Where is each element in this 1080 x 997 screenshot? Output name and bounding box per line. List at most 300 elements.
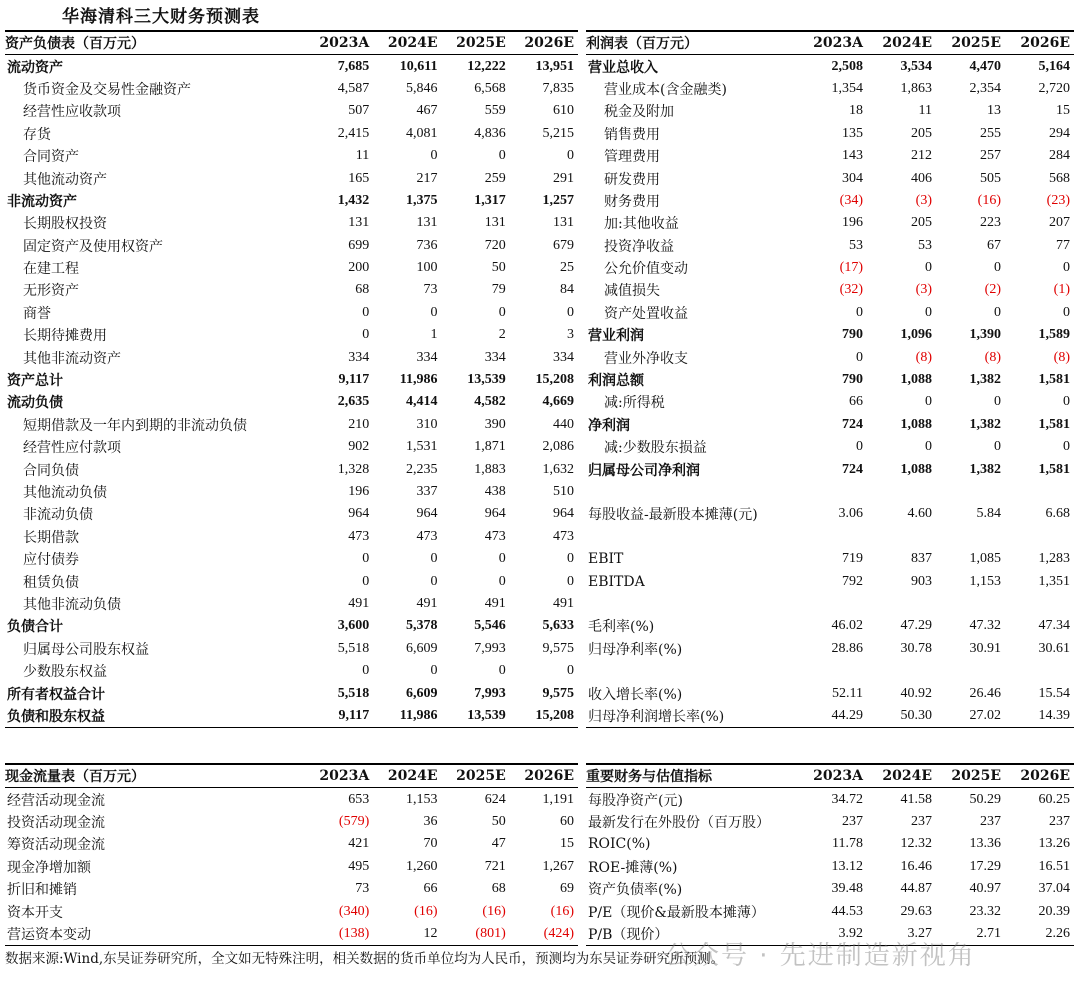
cell-value: 964	[553, 506, 574, 522]
row-label: 资本开支	[7, 904, 63, 921]
cell-value: (34)	[839, 192, 863, 208]
cell-value: 724	[842, 416, 863, 432]
cell-value: 0	[925, 304, 932, 320]
cell-value: (23)	[1046, 192, 1070, 208]
cell-value: 491	[416, 595, 438, 611]
cell-value: 1,382	[969, 461, 1001, 477]
cell-value: 5,215	[542, 125, 574, 141]
cell-value: 40.92	[900, 685, 932, 701]
cell-value: 44.53	[831, 903, 863, 919]
cell-value: 467	[416, 103, 438, 119]
cell-value: 237	[980, 813, 1001, 829]
cell-value	[936, 660, 1005, 682]
cell-value: 0	[1063, 439, 1070, 455]
row-label: 非流动资产	[7, 193, 77, 210]
cell-value: 0	[362, 663, 370, 679]
row-label: P/E（现价&最新股本摊薄）	[588, 904, 765, 921]
row-label: 负债合计	[7, 619, 63, 636]
row-label: 减:所得税	[604, 395, 665, 412]
cell-value: 9,575	[542, 685, 574, 701]
cell-value: 792	[842, 573, 863, 589]
cell-value: 624	[484, 791, 506, 807]
cell-value	[1005, 593, 1074, 615]
cell-value: 1,088	[900, 461, 932, 477]
cell-value: 1,581	[1038, 372, 1070, 388]
cell-value: 507	[348, 103, 370, 119]
row-label: 营业外净收支	[604, 350, 688, 367]
table-row	[586, 100, 1074, 122]
cell-value: 29.63	[900, 903, 932, 919]
cell-value: 210	[348, 416, 370, 432]
cell-value	[798, 593, 867, 615]
cell-value: 11	[918, 103, 932, 119]
row-label: 投资活动现金流	[7, 814, 105, 831]
table-row	[586, 526, 1074, 548]
cell-value: 337	[416, 484, 438, 499]
cell-value: 39.48	[831, 881, 863, 897]
table-row	[5, 682, 578, 704]
cell-value: 0	[362, 573, 370, 589]
column-header: 2025E	[442, 764, 510, 788]
row-label: 营业总收入	[588, 59, 658, 76]
cell-value: 5,518	[337, 685, 370, 701]
cell-value: 1,257	[542, 192, 574, 208]
cell-value: 30.91	[969, 640, 1001, 656]
cell-value: (579)	[338, 813, 370, 829]
table-row	[586, 302, 1074, 324]
cell-value: 2.71	[936, 923, 1005, 946]
cell-value: 4,836	[474, 125, 506, 141]
cell-value: 60	[560, 813, 574, 829]
cell-value: 47.34	[1038, 618, 1070, 634]
row-label: 归属母公司净利润	[588, 462, 700, 479]
table-row	[586, 346, 1074, 368]
cell-value: 7,993	[474, 640, 506, 656]
table-title: 现金流量表（百万元）	[5, 764, 305, 788]
cell-value: 23.32	[969, 903, 1001, 919]
column-header: 2023A	[798, 764, 867, 788]
row-label: 其他非流动负债	[23, 596, 121, 613]
row-label: 收入增长率(%)	[588, 686, 683, 703]
cell-value: 491	[484, 595, 506, 611]
cell-value: 2,086	[542, 439, 574, 455]
cell-value: 964	[416, 506, 438, 522]
cell-value: 50	[491, 813, 506, 829]
cell-value: (1)	[1053, 282, 1070, 298]
cell-value: 196	[348, 484, 370, 499]
table-row	[586, 900, 1074, 922]
cell-value: 4,081	[406, 125, 438, 141]
cell-value: 6,609	[406, 685, 438, 701]
table-row	[5, 346, 578, 368]
table-row	[5, 811, 578, 833]
cell-value	[867, 593, 936, 615]
cell-value: 1,191	[542, 791, 574, 807]
cell-value: 1,432	[337, 192, 370, 208]
cell-value: 1,260	[406, 858, 438, 874]
row-label: 净利润	[588, 417, 630, 434]
cell-value: (801)	[442, 923, 510, 946]
cell-value: 0	[430, 663, 438, 679]
cell-value: 790	[842, 327, 863, 343]
table-row	[586, 548, 1074, 570]
cell-value: 84	[560, 282, 574, 298]
table-row	[5, 78, 578, 100]
cell-value	[936, 593, 1005, 615]
row-label: 经营性应付款项	[23, 440, 121, 457]
column-header: 2024E	[373, 31, 441, 55]
cell-value: 73	[423, 282, 438, 298]
cell-value: 1,088	[900, 372, 932, 388]
cell-value: 143	[842, 148, 863, 164]
cell-value: 200	[348, 260, 370, 276]
cell-value: 491	[348, 595, 370, 611]
cell-value: 50	[491, 260, 506, 276]
row-label: 资产总计	[7, 373, 63, 390]
cell-value: 5,164	[1038, 58, 1070, 74]
cell-value: 53	[849, 237, 863, 253]
row-label: 长期股权投资	[23, 216, 107, 233]
cell-value: (16)	[482, 903, 506, 919]
table-row	[586, 55, 1074, 78]
cell-value: (8)	[984, 349, 1001, 365]
cell-value: 131	[348, 215, 370, 231]
table-row	[5, 593, 578, 615]
cell-value: (16)	[977, 192, 1001, 208]
row-label: 合同资产	[23, 149, 79, 166]
row-label: 管理费用	[604, 149, 660, 166]
cell-value: 334	[553, 349, 574, 365]
cell-value: 50.30	[867, 705, 936, 728]
cell-value: 0	[567, 304, 574, 320]
table-row	[5, 235, 578, 257]
cell-value: 284	[1049, 148, 1070, 164]
cell-value: 47.29	[900, 618, 932, 634]
column-header: 2025E	[442, 31, 510, 55]
table-row	[586, 369, 1074, 391]
cell-value: 559	[484, 103, 506, 119]
cell-value: 2	[498, 327, 506, 343]
row-label: 流动资产	[7, 59, 63, 76]
cell-value: 44.87	[900, 881, 932, 897]
cell-value: 1,153	[969, 573, 1001, 589]
cell-value: 5,518	[337, 640, 370, 656]
row-label: 折旧和摊销	[7, 882, 77, 899]
row-label: 筹资活动现金流	[7, 837, 105, 854]
cell-value: 2,508	[831, 58, 863, 74]
table-title: 重要财务与估值指标	[586, 764, 798, 788]
cell-value: 255	[980, 125, 1001, 141]
row-label: 最新发行在外股份（百万股）	[588, 814, 770, 831]
cell-value: 1,863	[900, 80, 932, 96]
cell-value: 0	[567, 551, 574, 567]
cell-value	[798, 526, 867, 548]
cell-value	[1005, 660, 1074, 682]
column-header: 2024E	[867, 764, 936, 788]
cell-value: 2,415	[337, 125, 370, 141]
cell-value: 1,589	[1038, 327, 1070, 343]
table-header-row	[5, 31, 578, 55]
cell-value: 3,534	[900, 58, 932, 74]
cell-value: 3.27	[867, 923, 936, 946]
cell-value: 724	[842, 461, 863, 477]
table-row	[5, 638, 578, 660]
cell-value: 473	[348, 528, 370, 544]
cell-value: 0	[498, 551, 506, 567]
cell-value: 0	[362, 327, 370, 343]
cell-value: (138)	[305, 923, 373, 946]
table-row	[5, 55, 578, 78]
cell-value: 0	[994, 394, 1001, 410]
cell-value: 0	[1063, 260, 1070, 276]
table-row	[586, 257, 1074, 279]
cell-value: (17)	[839, 260, 863, 276]
table-row	[5, 167, 578, 189]
cell-value	[798, 481, 867, 503]
cell-value: 9,117	[338, 372, 370, 388]
table-row	[586, 167, 1074, 189]
cell-value: 721	[484, 858, 506, 874]
cell-value: 4,669	[542, 394, 574, 410]
cell-value: 0	[567, 573, 574, 589]
table-title: 利润表（百万元）	[586, 31, 798, 55]
cell-value: 610	[553, 103, 574, 119]
cell-value: 1	[430, 327, 438, 343]
cell-value: 12	[373, 923, 441, 946]
cell-value: 0	[994, 439, 1001, 455]
cell-value: 52.11	[832, 685, 863, 701]
table-row	[5, 570, 578, 592]
table-row	[5, 369, 578, 391]
cell-value: 0	[994, 260, 1001, 276]
table-row	[586, 705, 1074, 728]
row-label: 资产处置收益	[604, 305, 688, 322]
cell-value: 223	[980, 215, 1001, 231]
cell-value: 2.26	[1005, 923, 1074, 946]
cell-value: 0	[925, 439, 932, 455]
cell-value: 1,883	[474, 461, 506, 477]
table-row	[586, 615, 1074, 637]
cell-value: 902	[348, 439, 370, 455]
row-label	[586, 660, 798, 682]
row-label: 营业利润	[588, 328, 644, 345]
cell-value: 0	[362, 551, 370, 567]
cell-value: 11,986	[373, 705, 441, 728]
cell-value: 70	[423, 836, 438, 852]
cell-value: 15.54	[1038, 685, 1070, 701]
table-row	[5, 436, 578, 458]
row-label: 毛利率(%)	[588, 619, 655, 636]
cell-value: 73	[355, 881, 370, 897]
row-label: 货币资金及交易性金融资产	[23, 81, 191, 98]
cell-value: 0	[498, 304, 506, 320]
row-label: 销售费用	[604, 126, 660, 143]
cell-value: 28.86	[831, 640, 863, 656]
cell-value: 1,871	[474, 439, 506, 455]
cell-value: 964	[348, 506, 370, 522]
cell-value: 568	[1049, 170, 1070, 186]
cell-value: (3)	[915, 282, 932, 298]
cell-value: 13.36	[969, 836, 1001, 852]
cell-value: 334	[416, 349, 438, 365]
cell-value: 0	[856, 304, 863, 320]
cell-value: 27.02	[936, 705, 1005, 728]
cell-value: 131	[416, 215, 438, 231]
row-label: 固定资产及使用权资产	[23, 238, 163, 255]
table-row	[586, 638, 1074, 660]
row-label: 营业成本(含金融类)	[604, 81, 727, 98]
cell-value	[1005, 526, 1074, 548]
cell-value: 790	[842, 372, 863, 388]
cell-value: 0	[567, 663, 574, 679]
cell-value: 131	[553, 215, 574, 231]
cell-value: 13,539	[467, 372, 506, 388]
cell-value: 1,531	[406, 439, 438, 455]
row-label: 其他流动负债	[23, 485, 107, 501]
cell-value: 495	[348, 858, 370, 874]
income-statement-table	[586, 30, 1074, 728]
cell-value: 4.60	[907, 506, 932, 522]
cell-value: 0	[1063, 304, 1070, 320]
cell-value: (424)	[510, 923, 578, 946]
cell-value: 2,235	[406, 461, 438, 477]
cell-value: 0	[856, 439, 863, 455]
cell-value: 1,390	[969, 327, 1001, 343]
column-header: 2026E	[510, 764, 578, 788]
column-header: 2025E	[936, 31, 1005, 55]
table-row	[5, 145, 578, 167]
cell-value: 5,633	[542, 618, 574, 634]
cell-value: 837	[911, 551, 932, 567]
cell-value: 0	[430, 304, 438, 320]
cell-value: 1,382	[969, 416, 1001, 432]
column-header: 2026E	[1005, 31, 1074, 55]
row-label: 减值损失	[604, 283, 660, 300]
row-label: ROE-摊薄(%)	[588, 859, 678, 876]
cell-value: 1,375	[406, 192, 438, 208]
cell-value: 473	[553, 528, 574, 544]
cell-value	[798, 660, 867, 682]
table-row	[586, 78, 1074, 100]
key-indicators-table	[586, 763, 1074, 946]
table-row	[5, 503, 578, 525]
row-label: 每股收益-最新股本摊薄(元)	[588, 507, 758, 524]
cell-value: 1,581	[1038, 461, 1070, 477]
cell-value: 237	[1049, 813, 1070, 829]
cell-value: 720	[484, 237, 506, 253]
table-row	[5, 257, 578, 279]
table-header-row	[586, 764, 1074, 788]
row-label: EBITDA	[588, 573, 645, 590]
cell-value: 1,351	[1038, 573, 1070, 589]
cell-value: 699	[348, 237, 370, 253]
table-row	[5, 788, 578, 811]
cell-value: 4,582	[474, 394, 506, 410]
cell-value: 60.25	[1038, 791, 1070, 807]
column-header: 2024E	[867, 31, 936, 55]
cell-value: 0	[498, 148, 506, 164]
cell-value: 259	[484, 170, 506, 186]
row-label: 归母净利润增长率(%)	[586, 705, 798, 728]
cell-value	[936, 481, 1005, 503]
table-row	[5, 481, 578, 503]
table-row	[586, 682, 1074, 704]
cell-value: 736	[416, 237, 438, 253]
cell-value: 1,328	[337, 461, 370, 477]
row-label: EBIT	[588, 551, 624, 568]
column-header: 2023A	[305, 764, 373, 788]
row-label: 资产负债率(%)	[588, 882, 683, 899]
cell-value: 237	[842, 813, 863, 829]
row-label: 加:其他收益	[604, 216, 679, 233]
cell-value: 50.29	[969, 791, 1001, 807]
cell-value: 390	[484, 416, 506, 432]
cell-value: 4,587	[337, 80, 370, 96]
cell-value: 473	[484, 528, 506, 544]
row-label: 投资净收益	[604, 238, 674, 255]
table-row	[5, 900, 578, 922]
cell-value: 15,208	[535, 372, 574, 388]
cell-value: 2,354	[969, 80, 1001, 96]
cell-value: 36	[423, 813, 438, 829]
cell-value: 131	[484, 215, 506, 231]
table-row	[586, 788, 1074, 811]
table-row	[586, 279, 1074, 301]
cell-value: 4,414	[406, 394, 438, 410]
cell-value: 46.02	[831, 618, 863, 634]
cell-value: 0	[1063, 394, 1070, 410]
table-row	[586, 481, 1074, 503]
row-label: 其他流动资产	[23, 171, 107, 188]
cell-value: 505	[980, 170, 1001, 186]
cell-value: 66	[849, 394, 863, 410]
cell-value: 291	[553, 170, 574, 186]
column-header: 2026E	[510, 31, 578, 55]
cell-value: 0	[430, 573, 438, 589]
table-row	[586, 414, 1074, 436]
cell-value: 5,546	[474, 618, 506, 634]
cell-value: 510	[553, 484, 574, 499]
row-label	[586, 481, 798, 503]
column-header: 2025E	[936, 764, 1005, 788]
cell-value: 1,088	[900, 416, 932, 432]
cell-value: 165	[348, 170, 370, 186]
table-row	[5, 190, 578, 212]
cell-value: 15	[1056, 103, 1070, 119]
cell-value: 334	[348, 349, 370, 365]
row-label: 流动负债	[7, 395, 63, 412]
cell-value: 3.92	[798, 923, 867, 946]
table-row	[5, 100, 578, 122]
cell-value: 0	[856, 349, 863, 365]
table-row	[586, 570, 1074, 592]
cell-value: 257	[980, 148, 1001, 164]
cell-value: 9,575	[542, 640, 574, 656]
cell-value: 12,222	[467, 58, 506, 74]
cell-value: 12.32	[900, 836, 932, 852]
table-header-row	[586, 31, 1074, 55]
cell-value: 79	[491, 282, 506, 298]
cell-value: 10,611	[399, 58, 438, 74]
table-row	[5, 548, 578, 570]
cell-value: 17.29	[969, 858, 1001, 874]
cell-value	[936, 526, 1005, 548]
cell-value: 11	[355, 148, 370, 164]
source-note: 数据来源:Wind,东吴证券研究所，全文如无特殊注明，相关数据的货币单位均为人民币，预测均为东吴证券研究所预测。	[5, 951, 725, 967]
cell-value: 310	[416, 416, 438, 432]
row-label: 负债和股东权益	[5, 705, 305, 728]
row-label	[586, 526, 798, 548]
